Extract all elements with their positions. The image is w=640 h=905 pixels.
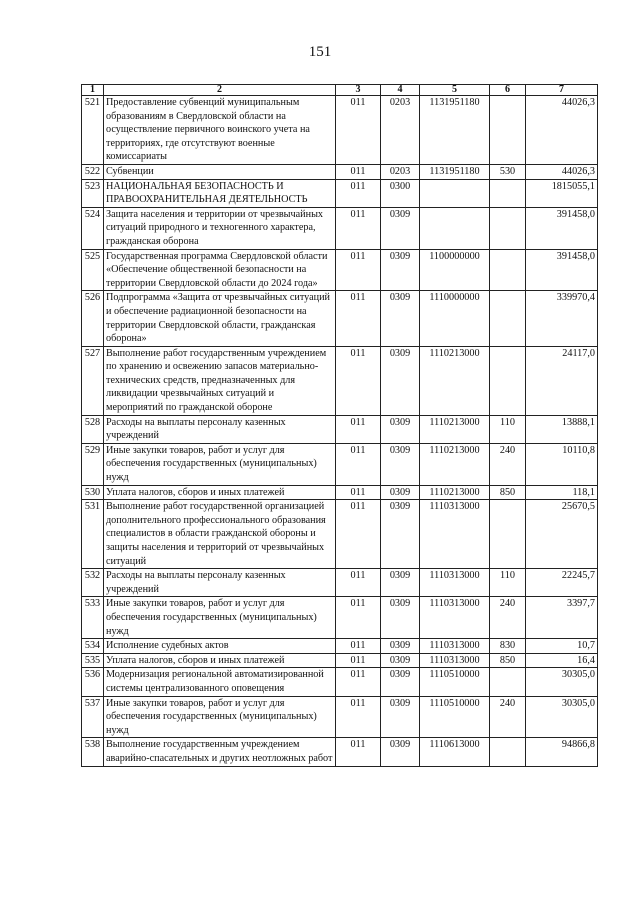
expense-type-cell: 850	[490, 653, 526, 668]
row-number-cell: 524	[82, 207, 104, 249]
expense-name-cell: Подпрограмма «Защита от чрезвычайных ситуаций и обеспечение радиационной безопасности на территории Свердловской области, гражданская оборона»	[104, 291, 336, 346]
section-code-cell: 0309	[381, 696, 420, 738]
row-number-cell: 526	[82, 291, 104, 346]
target-item-cell: 1110313000	[420, 653, 490, 668]
amount-cell: 1815055,1	[526, 179, 598, 207]
ministry-code-cell: 011	[336, 415, 381, 443]
header-cell: 3	[336, 85, 381, 96]
expense-name-cell: Исполнение судебных актов	[104, 639, 336, 654]
table-row	[82, 696, 598, 738]
expense-type-cell: 830	[490, 639, 526, 654]
ministry-code-cell: 011	[336, 597, 381, 639]
row-number-cell: 538	[82, 738, 104, 766]
section-code-cell: 0309	[381, 639, 420, 654]
table-header-row	[82, 85, 598, 96]
row-number-cell: 531	[82, 500, 104, 569]
amount-cell: 391458,0	[526, 249, 598, 291]
expense-name-cell: Модернизация региональной автоматизированной системы централизованного оповещения	[104, 668, 336, 696]
table-row	[82, 485, 598, 500]
amount-cell: 391458,0	[526, 207, 598, 249]
expense-type-cell	[490, 249, 526, 291]
table-row	[82, 597, 598, 639]
section-code-cell: 0309	[381, 653, 420, 668]
row-number-cell: 537	[82, 696, 104, 738]
expense-type-cell	[490, 207, 526, 249]
row-number-cell: 523	[82, 179, 104, 207]
expense-name-cell: Предоставление субвенций муниципальным образованиям в Свердловской области на осуществление первичного воинского учета на территориях, где отсутствуют военные комиссариаты	[104, 96, 336, 165]
table-row	[82, 738, 598, 766]
ministry-code-cell: 011	[336, 443, 381, 485]
amount-cell: 13888,1	[526, 415, 598, 443]
table-row	[82, 668, 598, 696]
expense-name-cell: Иные закупки товаров, работ и услуг для обеспечения государственных (муниципальных) нужд	[104, 597, 336, 639]
ministry-code-cell: 011	[336, 696, 381, 738]
amount-cell: 339970,4	[526, 291, 598, 346]
target-item-cell: 1110213000	[420, 346, 490, 415]
table-row	[82, 249, 598, 291]
section-code-cell: 0309	[381, 738, 420, 766]
table-row	[82, 500, 598, 569]
section-code-cell: 0309	[381, 500, 420, 569]
target-item-cell: 1131951180	[420, 96, 490, 165]
ministry-code-cell: 011	[336, 291, 381, 346]
row-number-cell: 536	[82, 668, 104, 696]
row-number-cell: 521	[82, 96, 104, 165]
expense-type-cell	[490, 179, 526, 207]
expense-type-cell	[490, 500, 526, 569]
ministry-code-cell: 011	[336, 164, 381, 179]
row-number-cell: 522	[82, 164, 104, 179]
amount-cell: 30305,0	[526, 668, 598, 696]
ministry-code-cell: 011	[336, 249, 381, 291]
amount-cell: 44026,3	[526, 96, 598, 165]
amount-cell: 16,4	[526, 653, 598, 668]
section-code-cell: 0309	[381, 668, 420, 696]
row-number-cell: 528	[82, 415, 104, 443]
ministry-code-cell: 011	[336, 569, 381, 597]
amount-cell: 24117,0	[526, 346, 598, 415]
row-number-cell: 533	[82, 597, 104, 639]
header-cell: 4	[381, 85, 420, 96]
amount-cell: 10,7	[526, 639, 598, 654]
ministry-code-cell: 011	[336, 346, 381, 415]
expense-name-cell: Выполнение работ государственным учреждением по хранению и освежению запасов материально-технических средств, предназначенных для ликвидации чрезвычайных ситуаций и мероприятий по гражданской обороне	[104, 346, 336, 415]
header-cell: 7	[526, 85, 598, 96]
section-code-cell: 0203	[381, 96, 420, 165]
target-item-cell: 1131951180	[420, 164, 490, 179]
expense-type-cell: 110	[490, 569, 526, 597]
target-item-cell: 1110213000	[420, 443, 490, 485]
table-row	[82, 415, 598, 443]
section-code-cell: 0309	[381, 597, 420, 639]
ministry-code-cell: 011	[336, 485, 381, 500]
amount-cell: 94866,8	[526, 738, 598, 766]
target-item-cell: 1110313000	[420, 597, 490, 639]
ministry-code-cell: 011	[336, 179, 381, 207]
expense-type-cell: 240	[490, 696, 526, 738]
table-row	[82, 179, 598, 207]
expense-type-cell	[490, 738, 526, 766]
row-number-cell: 532	[82, 569, 104, 597]
amount-cell: 118,1	[526, 485, 598, 500]
section-code-cell: 0203	[381, 164, 420, 179]
expense-name-cell: Государственная программа Свердловской области «Обеспечение общественной безопасности на территории Свердловской области до 2024 года»	[104, 249, 336, 291]
target-item-cell: 1110213000	[420, 485, 490, 500]
expense-type-cell: 110	[490, 415, 526, 443]
row-number-cell: 527	[82, 346, 104, 415]
target-item-cell	[420, 207, 490, 249]
ministry-code-cell: 011	[336, 96, 381, 165]
target-item-cell: 1110213000	[420, 415, 490, 443]
ministry-code-cell: 011	[336, 500, 381, 569]
ministry-code-cell: 011	[336, 653, 381, 668]
amount-cell: 3397,7	[526, 597, 598, 639]
expense-type-cell	[490, 291, 526, 346]
expense-name-cell: Субвенции	[104, 164, 336, 179]
header-cell: 1	[82, 85, 104, 96]
target-item-cell: 1110613000	[420, 738, 490, 766]
expense-type-cell: 240	[490, 443, 526, 485]
section-code-cell: 0309	[381, 346, 420, 415]
target-item-cell: 1100000000	[420, 249, 490, 291]
section-code-cell: 0309	[381, 569, 420, 597]
table-row	[82, 346, 598, 415]
table-row	[82, 569, 598, 597]
target-item-cell	[420, 179, 490, 207]
table-row	[82, 291, 598, 346]
expense-name-cell: Расходы на выплаты персоналу казенных учреждений	[104, 415, 336, 443]
ministry-code-cell: 011	[336, 668, 381, 696]
section-code-cell: 0309	[381, 443, 420, 485]
amount-cell: 25670,5	[526, 500, 598, 569]
budget-table	[81, 84, 598, 767]
row-number-cell: 525	[82, 249, 104, 291]
target-item-cell: 1110313000	[420, 569, 490, 597]
expense-name-cell: Иные закупки товаров, работ и услуг для обеспечения государственных (муниципальных) нужд	[104, 696, 336, 738]
expense-name-cell: Уплата налогов, сборов и иных платежей	[104, 653, 336, 668]
header-cell: 2	[104, 85, 336, 96]
header-cell: 5	[420, 85, 490, 96]
amount-cell: 44026,3	[526, 164, 598, 179]
expense-name-cell: Иные закупки товаров, работ и услуг для обеспечения государственных (муниципальных) нужд	[104, 443, 336, 485]
expense-name-cell: Выполнение работ государственной организацией дополнительного профессионального образования специалистов в области гражданской обороны и защиты населения и территорий от чрезвычайных ситуаций	[104, 500, 336, 569]
table-row	[82, 443, 598, 485]
amount-cell: 22245,7	[526, 569, 598, 597]
target-item-cell: 1110000000	[420, 291, 490, 346]
expense-name-cell: Выполнение государственным учреждением аварийно-спасательных и других неотложных работ	[104, 738, 336, 766]
ministry-code-cell: 011	[336, 207, 381, 249]
expense-name-cell: Расходы на выплаты персоналу казенных учреждений	[104, 569, 336, 597]
expense-name-cell: Уплата налогов, сборов и иных платежей	[104, 485, 336, 500]
table-row	[82, 96, 598, 165]
expense-type-cell	[490, 668, 526, 696]
target-item-cell: 1110313000	[420, 500, 490, 569]
header-cell: 6	[490, 85, 526, 96]
expense-name-cell: Защита населения и территории от чрезвычайных ситуаций природного и техногенного характера, гражданская оборона	[104, 207, 336, 249]
section-code-cell: 0300	[381, 179, 420, 207]
expense-type-cell: 850	[490, 485, 526, 500]
table-row	[82, 207, 598, 249]
expense-type-cell	[490, 96, 526, 165]
table-row	[82, 164, 598, 179]
target-item-cell: 1110510000	[420, 696, 490, 738]
target-item-cell: 1110510000	[420, 668, 490, 696]
row-number-cell: 530	[82, 485, 104, 500]
page-number: 151	[308, 44, 332, 60]
row-number-cell: 534	[82, 639, 104, 654]
expense-name-cell: НАЦИОНАЛЬНАЯ БЕЗОПАСНОСТЬ И ПРАВООХРАНИТЕЛЬНАЯ ДЕЯТЕЛЬНОСТЬ	[104, 179, 336, 207]
ministry-code-cell: 011	[336, 738, 381, 766]
section-code-cell: 0309	[381, 207, 420, 249]
expense-type-cell	[490, 346, 526, 415]
row-number-cell: 529	[82, 443, 104, 485]
target-item-cell: 1110313000	[420, 639, 490, 654]
row-number-cell: 535	[82, 653, 104, 668]
amount-cell: 10110,8	[526, 443, 598, 485]
table-row	[82, 653, 598, 668]
section-code-cell: 0309	[381, 485, 420, 500]
section-code-cell: 0309	[381, 291, 420, 346]
ministry-code-cell: 011	[336, 639, 381, 654]
table-row	[82, 639, 598, 654]
expense-type-cell: 240	[490, 597, 526, 639]
section-code-cell: 0309	[381, 249, 420, 291]
expense-type-cell: 530	[490, 164, 526, 179]
amount-cell: 30305,0	[526, 696, 598, 738]
section-code-cell: 0309	[381, 415, 420, 443]
